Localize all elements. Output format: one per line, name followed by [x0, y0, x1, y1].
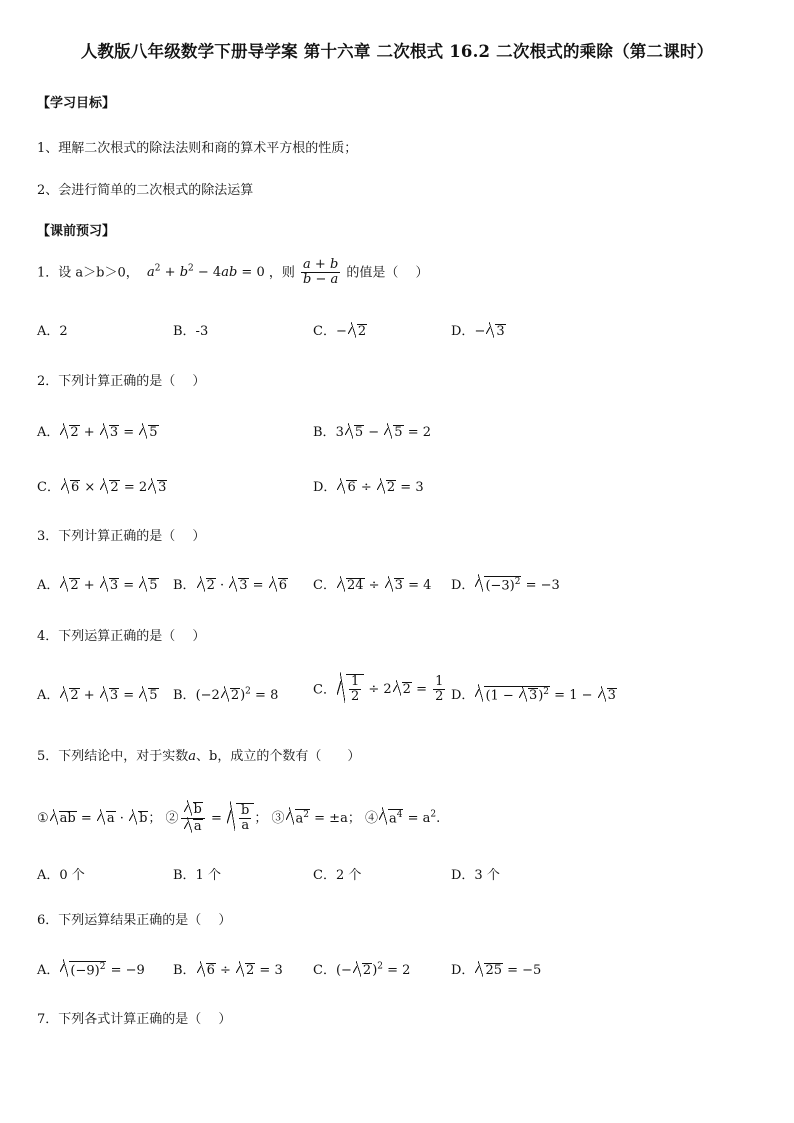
q4-option-b: B．(−2 2)$^2$ = 8	[173, 686, 279, 703]
objective-item-2: 2、会进行简单的二次根式的除法运算	[37, 183, 254, 198]
q5-stem-part-b: 、b，成立的个数有（ ）	[196, 749, 361, 764]
question-1-stem	[37, 258, 429, 288]
q5-statements: ① ab = a · b； ② $\frac{b}{a}$ = $\frac{b}{a}$ ； ③ $a^2 = \pm a$； ④ $a^4 = a^2$.	[37, 802, 441, 834]
q3-option-b: B． 2 · 3 = 6	[173, 578, 287, 593]
question-7-stem: 7．下列各式计算正确的是（ ）	[37, 1012, 232, 1027]
q6-option-a: A． $(-9)^2 = -9$	[37, 961, 145, 978]
q5-option-a: A．0 个	[37, 868, 85, 883]
q4-option-a: A． 2 + 3 = 5	[37, 688, 158, 703]
q1-equation: $a^2 + b^2 - 4ab = 0$	[147, 263, 265, 281]
objectives-heading: 【学习目标】	[37, 96, 116, 111]
q1-stem-part-b: ，则	[268, 265, 295, 281]
question-6-stem: 6．下列运算结果正确的是（ ）	[37, 913, 232, 928]
q5-option-b: B．1 个	[173, 868, 221, 883]
q2-option-a: A． 2 + 3 = 5	[37, 425, 158, 440]
q5-stem-part-a: 5．下列结论中，对于实数	[37, 749, 189, 764]
question-3-stem: 3．下列计算正确的是（ ）	[37, 529, 206, 544]
q1-stem-part-c: 的值是（ ）	[346, 265, 429, 281]
q1-option-d: D．− 3	[451, 324, 505, 339]
q4-option-d: D． $(1 - 3)^2 = 1 - 3$	[451, 686, 616, 703]
objective-item-1: 1、理解二次根式的除法法则和商的算术平方根的性质；	[37, 141, 358, 156]
q5-option-c: C．2 个	[313, 868, 362, 883]
page-title: 人教版八年级数学下册导学案 第十六章 二次根式 16.2 二次根式的乘除（第二课时）	[80, 42, 714, 61]
question-4-stem: 4．下列运算正确的是（ ）	[37, 629, 206, 644]
q6-option-c: C．(− 2)$^2$ = 2	[313, 961, 411, 978]
q1-option-a: A．2	[37, 324, 68, 339]
q5-option-d: D．3 个	[451, 868, 500, 883]
preview-heading: 【课前预习】	[37, 224, 116, 239]
q5-variable-a: a	[188, 749, 197, 764]
q1-option-c: C．− 2	[313, 324, 367, 339]
q3-option-c: C． 24 ÷ 3 = 4	[313, 578, 432, 593]
q2-option-b: B．3 5 − 5 = 2	[313, 425, 432, 440]
q3-option-d: D． $(-3)^2 = -3$	[451, 576, 560, 593]
question-5-stem	[37, 745, 360, 764]
q2-option-c: C． 6 × 2 = 2 3	[37, 480, 167, 495]
q1-option-b: B．-3	[173, 324, 209, 339]
q1-fraction: $\frac{a + b}{b - a}$	[303, 257, 339, 288]
q6-option-b: B． 6 ÷ 2 = 3	[173, 963, 283, 978]
q6-option-d: D． 25 = −5	[451, 963, 542, 978]
q3-option-a: A． 2 + 3 = 5	[37, 578, 158, 593]
q1-stem-part-a: 1．设 a＞b＞0，	[37, 265, 139, 281]
q2-option-d: D． 6 ÷ 2 = 3	[313, 480, 424, 495]
q4-option-c: C． $\frac{1}{2}$ ÷ 2 2 = $\frac{1}{2}$	[313, 674, 444, 705]
question-2-stem: 2．下列计算正确的是（ ）	[37, 374, 206, 389]
